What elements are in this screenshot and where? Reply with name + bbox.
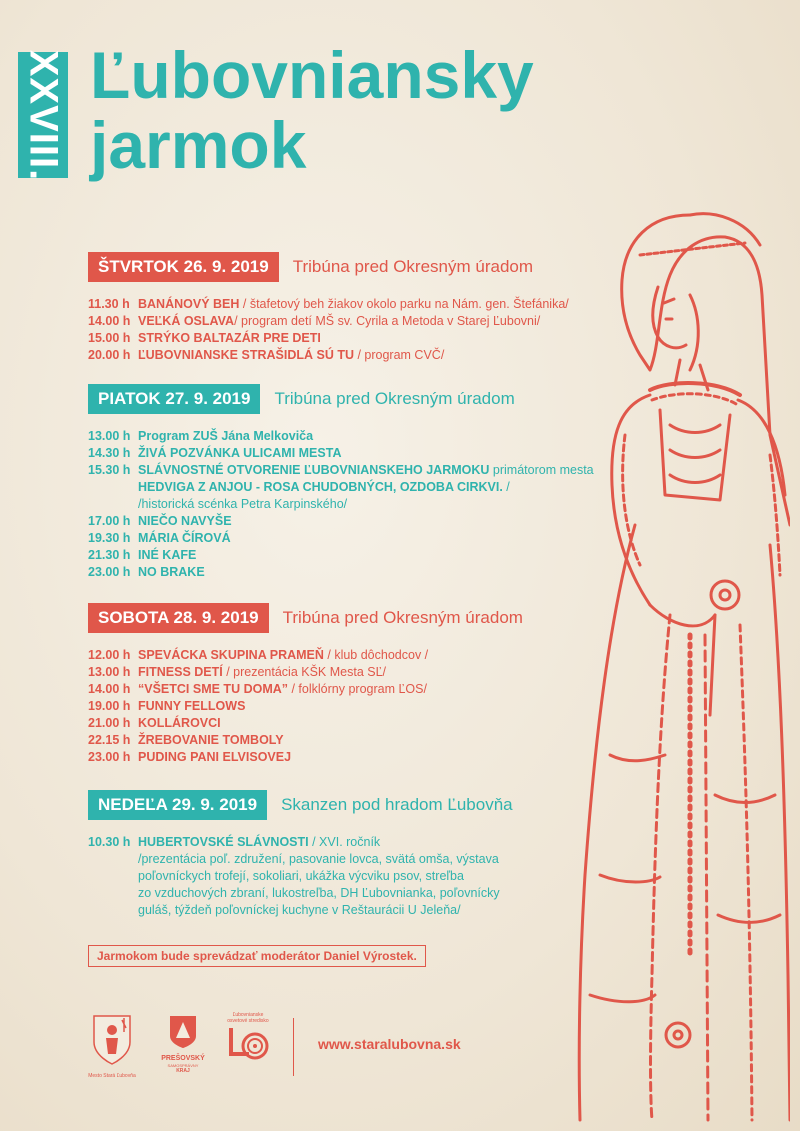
event-desc: / XVI. ročník bbox=[308, 835, 381, 849]
event-list bbox=[88, 296, 569, 364]
day-section-friday bbox=[88, 384, 594, 581]
event-time: 17.00 h bbox=[88, 514, 131, 528]
event-row bbox=[88, 715, 523, 732]
region-logo-subtitle: SAMOSPRÁVNY bbox=[167, 1063, 199, 1068]
event-time: 20.00 h bbox=[88, 348, 131, 362]
region-logo-title: PREŠOVSKÝ bbox=[161, 1055, 205, 1062]
venue-label: Skanzen pod hradom Ľubovňa bbox=[281, 795, 513, 814]
event-time: 14.00 h bbox=[88, 314, 131, 328]
event-name: Program ZUŠ Jána Melkoviča bbox=[138, 429, 314, 443]
event-time: 14.00 h bbox=[88, 682, 131, 696]
event-desc: / program detí MŠ sv. Cyrila a Metoda v Starej Ľubovni/ bbox=[234, 314, 541, 328]
edition-badge bbox=[18, 49, 68, 181]
region-logo-kraj: KRAJ bbox=[176, 1068, 190, 1074]
event-time: 13.00 h bbox=[88, 429, 131, 443]
event-row bbox=[88, 885, 513, 902]
event-row bbox=[88, 732, 523, 749]
event-desc: primátorom mesta bbox=[489, 463, 594, 477]
event-desc: zo vzduchových zbraní, lukostreľba, DH Ľubovnianka, poľovnícky bbox=[138, 886, 500, 900]
event-row bbox=[88, 296, 569, 313]
event-name: HEDVIGA Z ANJOU - ROSA CHUDOBNÝCH, OZDOBA CIRKVI. bbox=[138, 480, 503, 494]
event-desc: / bbox=[502, 480, 510, 494]
event-time: 19.30 h bbox=[88, 531, 131, 545]
event-name: FUNNY FELLOWS bbox=[138, 699, 246, 713]
event-row bbox=[88, 445, 594, 462]
town-logo-caption: Mesto Stará Ľubovňa bbox=[88, 1073, 136, 1079]
event-desc: / štafetový beh žiakov okolo parku na Nám. gen. Štefánika/ bbox=[239, 297, 569, 311]
event-list bbox=[88, 834, 513, 919]
page-title bbox=[90, 40, 534, 180]
event-desc: poľovníckych trofejí, sokoliari, ukážka výcviku psov, streľba bbox=[138, 869, 464, 883]
website-link[interactable]: www.staralubovna.sk bbox=[318, 1036, 461, 1052]
event-row bbox=[88, 698, 523, 715]
event-name: HUBERTOVSKÉ SLÁVNOSTI bbox=[138, 835, 309, 849]
event-time: 14.30 h bbox=[88, 446, 131, 460]
event-row bbox=[88, 749, 523, 766]
event-time: 10.30 h bbox=[88, 835, 131, 849]
culture-logo-caption-1: Ľubovnianske bbox=[232, 1012, 264, 1018]
footer bbox=[88, 1012, 508, 1082]
event-name: BANÁNOVÝ BEH bbox=[138, 297, 240, 311]
event-row bbox=[88, 834, 513, 851]
event-row bbox=[88, 330, 569, 347]
event-time: 23.00 h bbox=[88, 565, 131, 579]
town-crest-icon bbox=[88, 1012, 136, 1068]
venue-label: Tribúna pred Okresným úradom bbox=[282, 608, 523, 627]
event-name: MÁRIA ČÍROVÁ bbox=[138, 531, 231, 545]
venue-label: Tribúna pred Okresným úradom bbox=[292, 257, 534, 276]
event-row bbox=[88, 868, 513, 885]
event-name: FITNESS DETÍ bbox=[138, 665, 223, 679]
culture-logo-caption-2: osvetové stredisko bbox=[227, 1018, 269, 1024]
event-time: 23.00 h bbox=[88, 750, 131, 764]
day-badge: PIATOK 27. 9. 2019 bbox=[88, 384, 260, 414]
event-name: KOLLÁROVCI bbox=[138, 716, 221, 730]
event-time: 22.15 h bbox=[88, 733, 131, 747]
event-row bbox=[88, 564, 594, 581]
day-badge: SOBOTA 28. 9. 2019 bbox=[88, 603, 269, 633]
event-name: SLÁVNOSTNÉ OTVORENIE ĽUBOVNIANSKEHO JARMOKU bbox=[138, 463, 490, 477]
event-row bbox=[88, 664, 523, 681]
day-header bbox=[88, 603, 523, 633]
event-name: NO BRAKE bbox=[138, 565, 205, 579]
event-time: 13.00 h bbox=[88, 665, 131, 679]
event-list bbox=[88, 647, 523, 766]
event-name: ĽUBOVNIANSKE STRAŠIDLÁ SÚ TU bbox=[138, 348, 354, 362]
event-name: NIEČO NAVYŠE bbox=[138, 514, 232, 528]
event-row bbox=[88, 428, 594, 445]
event-name: VEĽKÁ OSLAVA bbox=[138, 314, 235, 328]
event-row bbox=[88, 462, 594, 479]
event-name: INÉ KAFE bbox=[138, 548, 197, 562]
event-row bbox=[88, 547, 594, 564]
event-row bbox=[88, 681, 523, 698]
event-time: 11.30 h bbox=[88, 297, 130, 311]
day-header bbox=[88, 252, 569, 282]
event-desc: / prezentácia KŠK Mesta SĽ/ bbox=[222, 665, 387, 679]
event-time: 15.00 h bbox=[88, 331, 131, 345]
event-row bbox=[88, 851, 513, 868]
event-desc: / folklórny program ĽOS/ bbox=[288, 682, 427, 696]
town-logo bbox=[88, 1012, 136, 1079]
day-header bbox=[88, 790, 513, 820]
event-desc: / program CVČ/ bbox=[353, 348, 445, 362]
footer-divider bbox=[293, 1018, 294, 1076]
region-crest-icon bbox=[168, 1014, 198, 1050]
event-desc: guláš, týždeň poľovníckej kuchyne v Reštaurácii U Jeleňa/ bbox=[138, 903, 461, 917]
edition-number: XXVIII. bbox=[21, 49, 66, 181]
event-time: 21.00 h bbox=[88, 716, 131, 730]
event-name: “VŠETCI SME TU DOMA” bbox=[138, 682, 289, 696]
venue-label: Tribúna pred Okresným úradom bbox=[274, 389, 515, 408]
region-logo bbox=[158, 1014, 208, 1074]
day-badge: ŠTVRTOK 26. 9. 2019 bbox=[88, 252, 279, 282]
event-name: SPEVÁCKA SKUPINA PRAMEŇ bbox=[138, 648, 324, 662]
event-desc: /historická scénka Petra Karpinského/ bbox=[138, 497, 348, 511]
day-header bbox=[88, 384, 594, 414]
event-row bbox=[88, 530, 594, 547]
day-badge: NEDEĽA 29. 9. 2019 bbox=[88, 790, 267, 820]
event-row bbox=[88, 347, 569, 364]
moderator-note: Jarmokom bude sprevádzať moderátor Daniel Výrostek. bbox=[88, 945, 426, 967]
event-list bbox=[88, 428, 594, 581]
day-section-sunday bbox=[88, 790, 513, 919]
event-row bbox=[88, 902, 513, 919]
event-desc: /prezentácia poľ. združení, pasovanie lovca, svätá omša, výstava bbox=[138, 852, 499, 866]
event-desc: / klub dôchodcov / bbox=[323, 648, 429, 662]
event-time: 15.30 h bbox=[88, 463, 131, 477]
culture-centre-logo bbox=[218, 1012, 278, 1069]
day-section-thursday bbox=[88, 252, 569, 364]
event-row bbox=[88, 647, 523, 664]
event-row bbox=[88, 496, 594, 513]
event-time: 21.30 h bbox=[88, 548, 131, 562]
title-line-2: jarmok bbox=[90, 108, 307, 182]
event-row bbox=[88, 479, 594, 496]
event-name: ŽREBOVANIE TOMBOLY bbox=[138, 733, 284, 747]
event-row bbox=[88, 313, 569, 330]
culture-centre-icon bbox=[225, 1024, 271, 1064]
title-line-1: Ľubovniansky bbox=[90, 38, 534, 112]
event-time: 12.00 h bbox=[88, 648, 131, 662]
event-name: PUDING PANI ELVISOVEJ bbox=[138, 750, 292, 764]
event-name: ŽIVÁ POZVÁNKA ULICAMI MESTA bbox=[138, 446, 342, 460]
event-time: 19.00 h bbox=[88, 699, 131, 713]
event-name: STRÝKO BALTAZÁR PRE DETI bbox=[138, 331, 321, 345]
folk-woman-illustration bbox=[540, 195, 790, 1125]
day-section-saturday bbox=[88, 603, 523, 766]
event-row bbox=[88, 513, 594, 530]
